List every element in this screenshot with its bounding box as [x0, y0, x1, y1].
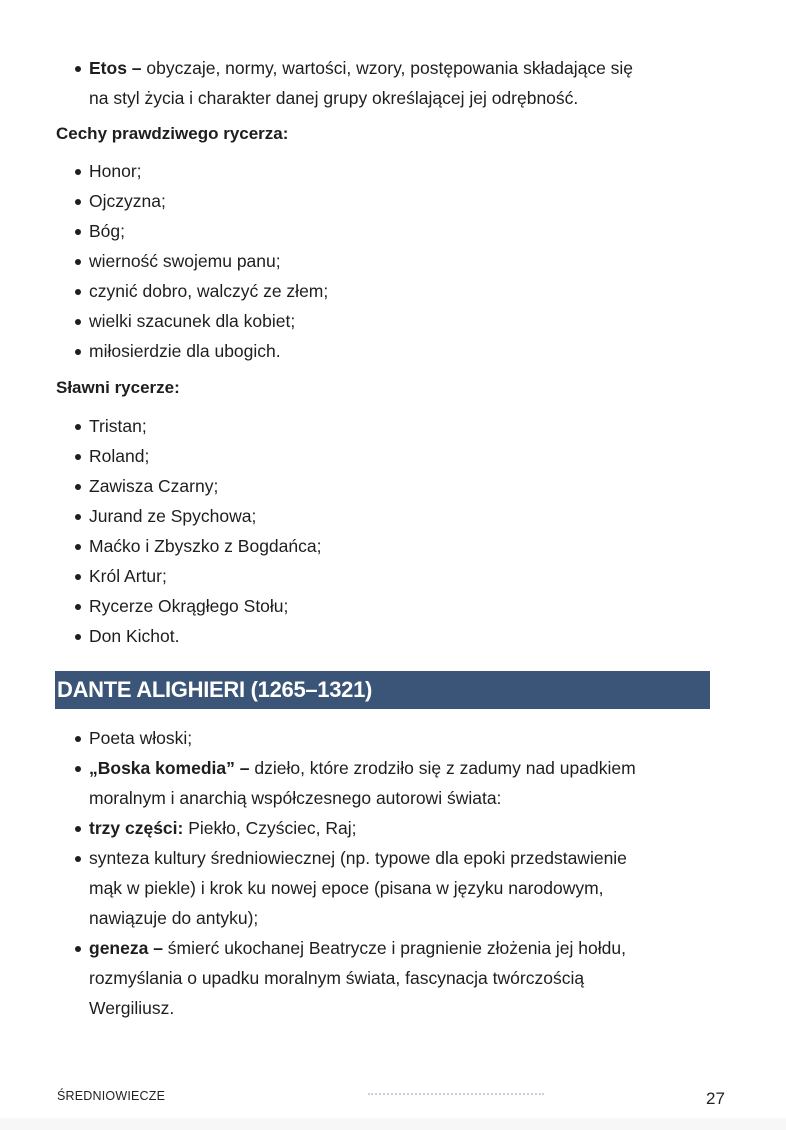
term-divine-comedy: „Boska komedia” – — [89, 758, 250, 778]
item-text: synteza kultury średniowiecznej (np. typowe dla epoki przedstawienie — [89, 848, 627, 868]
list-item — [72, 813, 712, 843]
footer-chapter-label: ŚREDNIOWIECZE — [57, 1089, 166, 1103]
item-text: śmierć ukochanej Beatrycze i pragnienie złożenia jej hołdu, — [162, 938, 626, 958]
dante-list — [72, 723, 712, 1023]
item-text-cont: nawiązuje do antyku); — [89, 908, 259, 928]
list-item: Bóg; — [72, 216, 712, 246]
section-title: DANTE ALIGHIERI (1265–1321) — [57, 677, 373, 702]
list-item: Rycerze Okrągłego Stołu; — [72, 591, 712, 621]
knight-traits-heading: Cechy prawdziwego rycerza: — [56, 124, 289, 143]
list-item: Jurand ze Spychowa; — [72, 501, 712, 531]
list-item — [72, 843, 712, 933]
list-item: Maćko i Zbyszko z Bogdańca; — [72, 531, 712, 561]
list-item — [72, 753, 712, 813]
item-text-cont: moralnym i anarchią współczesnego autorowi świata: — [89, 788, 502, 808]
list-item: Zawisza Czarny; — [72, 471, 712, 501]
famous-knights-list — [72, 411, 712, 651]
list-item: miłosierdzie dla ubogich. — [72, 336, 712, 366]
ethos-list — [72, 53, 712, 113]
list-item: wielki szacunek dla kobiet; — [72, 306, 712, 336]
term-genesis: geneza – — [89, 938, 163, 958]
list-item: Don Kichot. — [72, 621, 712, 651]
term-ethos: Etos – — [89, 58, 142, 78]
section-header-bar — [55, 671, 710, 709]
item-text: dzieło, które zrodziło się z zadumy nad upadkiem — [249, 758, 636, 778]
list-item: wierność swojemu panu; — [72, 246, 712, 276]
list-item: Król Artur; — [72, 561, 712, 591]
famous-knights-heading: Sławni rycerze: — [56, 378, 180, 397]
item-text-cont: Wergiliusz. — [89, 998, 175, 1018]
list-item: Tristan; — [72, 411, 712, 441]
footer-divider — [368, 1093, 544, 1095]
list-item: Honor; — [72, 156, 712, 186]
ethos-definition: obyczaje, normy, wartości, wzory, postępowania składające się — [141, 58, 634, 78]
ethos-definition-cont: na styl życia i charakter danej grupy określającej jej odrębność. — [89, 88, 579, 108]
footer-band — [0, 1118, 786, 1130]
list-item: Poeta włoski; — [72, 723, 712, 753]
list-item: czynić dobro, walczyć ze złem; — [72, 276, 712, 306]
item-text-cont: rozmyślania o upadku moralnym świata, fascynacja twórczością — [89, 968, 585, 988]
list-item — [72, 933, 712, 1023]
page-number: 27 — [706, 1089, 725, 1108]
list-item: Roland; — [72, 441, 712, 471]
term-three-parts: trzy części: — [89, 818, 184, 838]
list-item: Ojczyzna; — [72, 186, 712, 216]
knight-traits-list — [72, 156, 712, 366]
item-text: Piekło, Czyściec, Raj; — [183, 818, 357, 838]
item-text-cont: mąk w piekle) i krok ku nowej epoce (pisana w języku narodowym, — [89, 878, 604, 898]
list-item — [72, 53, 712, 113]
